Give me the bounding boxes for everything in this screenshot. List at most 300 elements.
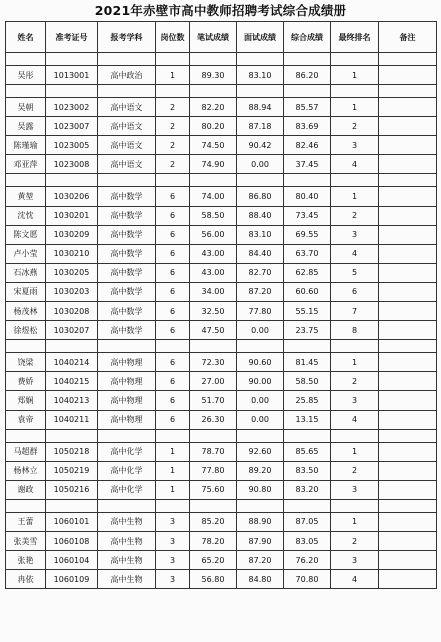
cell-positions: 6	[156, 263, 190, 282]
cell-subject: 高中数学	[98, 244, 156, 263]
cell-exam-id: 1040214	[46, 353, 98, 372]
cell-total-score: 81.45	[284, 353, 331, 372]
cell-name: 谢政	[6, 480, 46, 499]
cell-remarks	[379, 442, 437, 461]
table-row	[6, 263, 437, 282]
cell-remarks	[379, 391, 437, 410]
cell-interview-score: 90.00	[237, 372, 284, 391]
table-row	[6, 244, 437, 263]
cell-remarks	[379, 136, 437, 155]
cell-remarks	[379, 263, 437, 282]
cell-positions: 1	[156, 480, 190, 499]
cell-positions: 3	[156, 531, 190, 550]
cell-name: 沈忱	[6, 206, 46, 225]
table-row	[6, 391, 437, 410]
cell-interview-score: 84.40	[237, 244, 284, 263]
cell-total-score: 82.46	[284, 136, 331, 155]
cell-name: 王蕾	[6, 512, 46, 531]
cell-total-score: 62.85	[284, 263, 331, 282]
cell-total-score: 37.45	[284, 155, 331, 174]
table-row	[6, 461, 437, 480]
separator-cell	[331, 53, 379, 66]
cell-remarks	[379, 480, 437, 499]
cell-written-score: 58.50	[190, 206, 237, 225]
cell-written-score: 74.90	[190, 155, 237, 174]
cell-remarks	[379, 244, 437, 263]
cell-subject: 高中数学	[98, 282, 156, 301]
cell-name: 宋夏雨	[6, 282, 46, 301]
separator-cell	[379, 53, 437, 66]
group-separator-row	[6, 499, 437, 512]
cell-positions: 6	[156, 372, 190, 391]
table-row	[6, 225, 437, 244]
cell-remarks	[379, 461, 437, 480]
table-row	[6, 98, 437, 117]
header-exam-id: 准考证号	[46, 22, 98, 53]
cell-subject: 高中物理	[98, 353, 156, 372]
table-row	[6, 442, 437, 461]
separator-cell	[46, 340, 98, 353]
separator-cell	[237, 340, 284, 353]
cell-subject: 高中语文	[98, 117, 156, 136]
cell-subject: 高中数学	[98, 302, 156, 321]
separator-cell	[331, 499, 379, 512]
cell-remarks	[379, 353, 437, 372]
cell-positions: 1	[156, 461, 190, 480]
cell-exam-id: 1040211	[46, 410, 98, 429]
cell-positions: 3	[156, 570, 190, 589]
cell-positions: 3	[156, 512, 190, 531]
cell-subject: 高中生物	[98, 531, 156, 550]
cell-written-score: 43.00	[190, 263, 237, 282]
separator-cell	[156, 340, 190, 353]
group-separator-row	[6, 429, 437, 442]
separator-cell	[190, 429, 237, 442]
cell-total-score: 76.20	[284, 551, 331, 570]
cell-positions: 1	[156, 66, 190, 85]
cell-subject: 高中数学	[98, 187, 156, 206]
cell-subject: 高中语文	[98, 98, 156, 117]
cell-exam-id: 1030206	[46, 187, 98, 206]
cell-final-rank: 4	[331, 155, 379, 174]
cell-interview-score: 88.94	[237, 98, 284, 117]
cell-final-rank: 3	[331, 391, 379, 410]
cell-exam-id: 1023008	[46, 155, 98, 174]
cell-name: 郑娴	[6, 391, 46, 410]
separator-cell	[379, 429, 437, 442]
header-row	[6, 22, 437, 53]
cell-final-rank: 4	[331, 244, 379, 263]
cell-positions: 2	[156, 155, 190, 174]
cell-written-score: 65.20	[190, 551, 237, 570]
cell-exam-id: 1060109	[46, 570, 98, 589]
cell-final-rank: 4	[331, 410, 379, 429]
cell-final-rank: 3	[331, 480, 379, 499]
table-header	[6, 22, 437, 53]
cell-positions: 6	[156, 353, 190, 372]
cell-positions: 6	[156, 206, 190, 225]
cell-written-score: 89.30	[190, 66, 237, 85]
cell-exam-id: 1050216	[46, 480, 98, 499]
cell-total-score: 73.45	[284, 206, 331, 225]
cell-written-score: 85.20	[190, 512, 237, 531]
cell-interview-score: 86.80	[237, 187, 284, 206]
cell-final-rank: 1	[331, 442, 379, 461]
cell-final-rank: 3	[331, 225, 379, 244]
cell-interview-score: 83.10	[237, 66, 284, 85]
cell-total-score: 55.15	[284, 302, 331, 321]
cell-interview-score: 82.70	[237, 263, 284, 282]
cell-positions: 6	[156, 187, 190, 206]
cell-positions: 6	[156, 244, 190, 263]
table-row	[6, 117, 437, 136]
cell-total-score: 83.69	[284, 117, 331, 136]
cell-remarks	[379, 410, 437, 429]
header-final-rank: 最终排名	[331, 22, 379, 53]
table-body	[6, 53, 437, 589]
separator-cell	[46, 85, 98, 98]
cell-positions: 6	[156, 391, 190, 410]
cell-written-score: 34.00	[190, 282, 237, 301]
cell-interview-score: 83.10	[237, 225, 284, 244]
cell-final-rank: 3	[331, 136, 379, 155]
cell-exam-id: 1030209	[46, 225, 98, 244]
cell-total-score: 83.05	[284, 531, 331, 550]
cell-exam-id: 1040215	[46, 372, 98, 391]
cell-interview-score: 88.90	[237, 512, 284, 531]
separator-cell	[331, 85, 379, 98]
cell-final-rank: 4	[331, 570, 379, 589]
cell-final-rank: 1	[331, 98, 379, 117]
cell-subject: 高中数学	[98, 206, 156, 225]
cell-subject: 高中化学	[98, 480, 156, 499]
cell-final-rank: 2	[331, 461, 379, 480]
cell-written-score: 78.70	[190, 442, 237, 461]
cell-name: 石冰燕	[6, 263, 46, 282]
score-table	[5, 21, 437, 589]
cell-written-score: 26.30	[190, 410, 237, 429]
table-row	[6, 187, 437, 206]
cell-interview-score: 92.60	[237, 442, 284, 461]
cell-name: 邓亚萍	[6, 155, 46, 174]
separator-cell	[46, 174, 98, 187]
cell-interview-score: 88.40	[237, 206, 284, 225]
separator-cell	[237, 429, 284, 442]
cell-remarks	[379, 321, 437, 340]
cell-remarks	[379, 66, 437, 85]
cell-interview-score: 84.80	[237, 570, 284, 589]
group-separator-row	[6, 53, 437, 66]
cell-interview-score: 0.00	[237, 321, 284, 340]
separator-cell	[6, 499, 46, 512]
cell-total-score: 13.15	[284, 410, 331, 429]
cell-written-score: 75.60	[190, 480, 237, 499]
table-row	[6, 302, 437, 321]
cell-final-rank: 1	[331, 187, 379, 206]
cell-exam-id: 1060108	[46, 531, 98, 550]
separator-cell	[6, 429, 46, 442]
header-positions: 岗位数	[156, 22, 190, 53]
cell-total-score: 58.50	[284, 372, 331, 391]
cell-positions: 2	[156, 98, 190, 117]
cell-interview-score: 90.80	[237, 480, 284, 499]
cell-total-score: 86.20	[284, 66, 331, 85]
cell-final-rank: 2	[331, 372, 379, 391]
cell-name: 吴露	[6, 117, 46, 136]
separator-cell	[98, 174, 156, 187]
cell-subject: 高中物理	[98, 410, 156, 429]
cell-remarks	[379, 98, 437, 117]
cell-total-score: 87.05	[284, 512, 331, 531]
cell-exam-id: 1030210	[46, 244, 98, 263]
document-title: 2021年赤壁市高中教师招聘考试综合成绩册	[94, 3, 347, 18]
cell-final-rank: 2	[331, 206, 379, 225]
separator-cell	[284, 85, 331, 98]
table-row	[6, 531, 437, 550]
cell-written-score: 77.80	[190, 461, 237, 480]
cell-written-score: 32.50	[190, 302, 237, 321]
table-row	[6, 410, 437, 429]
header-name: 姓名	[6, 22, 46, 53]
cell-interview-score: 90.42	[237, 136, 284, 155]
table-row	[6, 136, 437, 155]
separator-cell	[156, 174, 190, 187]
separator-cell	[237, 53, 284, 66]
cell-remarks	[379, 551, 437, 570]
cell-remarks	[379, 372, 437, 391]
cell-final-rank: 8	[331, 321, 379, 340]
group-separator-row	[6, 85, 437, 98]
cell-positions: 6	[156, 225, 190, 244]
cell-subject: 高中数学	[98, 321, 156, 340]
cell-positions: 6	[156, 321, 190, 340]
group-separator-row	[6, 174, 437, 187]
table-row	[6, 282, 437, 301]
cell-subject: 高中物理	[98, 372, 156, 391]
cell-name: 徐煜松	[6, 321, 46, 340]
cell-written-score: 43.00	[190, 244, 237, 263]
cell-remarks	[379, 282, 437, 301]
cell-written-score: 78.20	[190, 531, 237, 550]
table-row	[6, 372, 437, 391]
separator-cell	[190, 85, 237, 98]
cell-exam-id: 1030203	[46, 282, 98, 301]
table-row	[6, 155, 437, 174]
cell-interview-score: 87.90	[237, 531, 284, 550]
separator-cell	[379, 340, 437, 353]
cell-remarks	[379, 187, 437, 206]
separator-cell	[46, 429, 98, 442]
header-written-score: 笔试成绩	[190, 22, 237, 53]
header-subject: 报考学科	[98, 22, 156, 53]
cell-name: 袁帝	[6, 410, 46, 429]
cell-written-score: 80.20	[190, 117, 237, 136]
cell-interview-score: 90.60	[237, 353, 284, 372]
separator-cell	[98, 340, 156, 353]
cell-written-score: 27.00	[190, 372, 237, 391]
table-row	[6, 321, 437, 340]
cell-exam-id: 1030208	[46, 302, 98, 321]
separator-cell	[156, 85, 190, 98]
cell-name: 陈瑾瑜	[6, 136, 46, 155]
cell-positions: 6	[156, 410, 190, 429]
cell-name: 饶梁	[6, 353, 46, 372]
cell-interview-score: 0.00	[237, 410, 284, 429]
separator-cell	[331, 174, 379, 187]
cell-subject: 高中语文	[98, 155, 156, 174]
cell-written-score: 56.00	[190, 225, 237, 244]
cell-total-score: 83.20	[284, 480, 331, 499]
separator-cell	[331, 429, 379, 442]
separator-cell	[237, 85, 284, 98]
separator-cell	[237, 174, 284, 187]
cell-exam-id: 1023007	[46, 117, 98, 136]
cell-final-rank: 7	[331, 302, 379, 321]
cell-positions: 6	[156, 282, 190, 301]
separator-cell	[6, 85, 46, 98]
cell-positions: 2	[156, 136, 190, 155]
cell-total-score: 60.60	[284, 282, 331, 301]
table-row	[6, 353, 437, 372]
cell-remarks	[379, 302, 437, 321]
header-total-score: 综合成绩	[284, 22, 331, 53]
separator-cell	[6, 53, 46, 66]
cell-exam-id: 1023005	[46, 136, 98, 155]
cell-written-score: 82.20	[190, 98, 237, 117]
cell-interview-score: 77.80	[237, 302, 284, 321]
separator-cell	[156, 499, 190, 512]
cell-positions: 3	[156, 551, 190, 570]
cell-remarks	[379, 512, 437, 531]
separator-cell	[98, 85, 156, 98]
cell-total-score: 69.55	[284, 225, 331, 244]
cell-subject: 高中语文	[98, 136, 156, 155]
cell-total-score: 25.85	[284, 391, 331, 410]
cell-name: 冉依	[6, 570, 46, 589]
cell-name: 黄堃	[6, 187, 46, 206]
cell-final-rank: 1	[331, 353, 379, 372]
cell-interview-score: 87.18	[237, 117, 284, 136]
cell-remarks	[379, 117, 437, 136]
cell-exam-id: 1030205	[46, 263, 98, 282]
cell-subject: 高中化学	[98, 442, 156, 461]
separator-cell	[190, 340, 237, 353]
cell-written-score: 74.50	[190, 136, 237, 155]
cell-name: 卢小莹	[6, 244, 46, 263]
separator-cell	[237, 499, 284, 512]
separator-cell	[46, 499, 98, 512]
cell-exam-id: 1060104	[46, 551, 98, 570]
cell-subject: 高中数学	[98, 263, 156, 282]
cell-exam-id: 1050218	[46, 442, 98, 461]
cell-exam-id: 1030207	[46, 321, 98, 340]
cell-name: 陈文愿	[6, 225, 46, 244]
separator-cell	[190, 499, 237, 512]
cell-positions: 2	[156, 117, 190, 136]
cell-positions: 6	[156, 302, 190, 321]
cell-total-score: 63.70	[284, 244, 331, 263]
cell-name: 杨林立	[6, 461, 46, 480]
cell-exam-id: 1050219	[46, 461, 98, 480]
separator-cell	[379, 85, 437, 98]
cell-name: 张艳	[6, 551, 46, 570]
cell-name: 杨茂林	[6, 302, 46, 321]
cell-final-rank: 2	[331, 117, 379, 136]
cell-name: 费娇	[6, 372, 46, 391]
cell-subject: 高中化学	[98, 461, 156, 480]
table-row	[6, 480, 437, 499]
cell-name: 吴彤	[6, 66, 46, 85]
cell-exam-id: 1060101	[46, 512, 98, 531]
table-row	[6, 551, 437, 570]
table-row	[6, 570, 437, 589]
separator-cell	[284, 53, 331, 66]
separator-cell	[284, 174, 331, 187]
cell-subject: 高中生物	[98, 570, 156, 589]
cell-remarks	[379, 155, 437, 174]
cell-total-score: 85.65	[284, 442, 331, 461]
cell-final-rank: 1	[331, 512, 379, 531]
cell-subject: 高中生物	[98, 512, 156, 531]
separator-cell	[284, 340, 331, 353]
cell-total-score: 70.80	[284, 570, 331, 589]
cell-exam-id: 1013001	[46, 66, 98, 85]
cell-total-score: 85.57	[284, 98, 331, 117]
cell-remarks	[379, 531, 437, 550]
cell-name: 马超群	[6, 442, 46, 461]
cell-written-score: 72.30	[190, 353, 237, 372]
separator-cell	[98, 53, 156, 66]
separator-cell	[284, 429, 331, 442]
cell-exam-id: 1030201	[46, 206, 98, 225]
cell-remarks	[379, 225, 437, 244]
separator-cell	[98, 429, 156, 442]
cell-written-score: 74.00	[190, 187, 237, 206]
cell-interview-score: 0.00	[237, 155, 284, 174]
cell-written-score: 47.50	[190, 321, 237, 340]
group-separator-row	[6, 340, 437, 353]
cell-final-rank: 3	[331, 551, 379, 570]
separator-cell	[379, 499, 437, 512]
separator-cell	[6, 340, 46, 353]
cell-subject: 高中物理	[98, 391, 156, 410]
cell-name: 张美雪	[6, 531, 46, 550]
cell-written-score: 51.70	[190, 391, 237, 410]
table-row	[6, 66, 437, 85]
cell-interview-score: 87.20	[237, 282, 284, 301]
cell-final-rank: 1	[331, 66, 379, 85]
separator-cell	[379, 174, 437, 187]
table-row	[6, 206, 437, 225]
cell-final-rank: 5	[331, 263, 379, 282]
separator-cell	[46, 53, 98, 66]
separator-cell	[6, 174, 46, 187]
header-remarks: 备注	[379, 22, 437, 53]
cell-exam-id: 1023002	[46, 98, 98, 117]
header-interview-score: 面试成绩	[237, 22, 284, 53]
cell-final-rank: 2	[331, 531, 379, 550]
cell-positions: 1	[156, 442, 190, 461]
separator-cell	[284, 499, 331, 512]
cell-total-score: 83.50	[284, 461, 331, 480]
cell-written-score: 56.80	[190, 570, 237, 589]
cell-remarks	[379, 570, 437, 589]
cell-subject: 高中数学	[98, 225, 156, 244]
separator-cell	[190, 53, 237, 66]
cell-total-score: 80.40	[284, 187, 331, 206]
cell-interview-score: 89.20	[237, 461, 284, 480]
separator-cell	[190, 174, 237, 187]
